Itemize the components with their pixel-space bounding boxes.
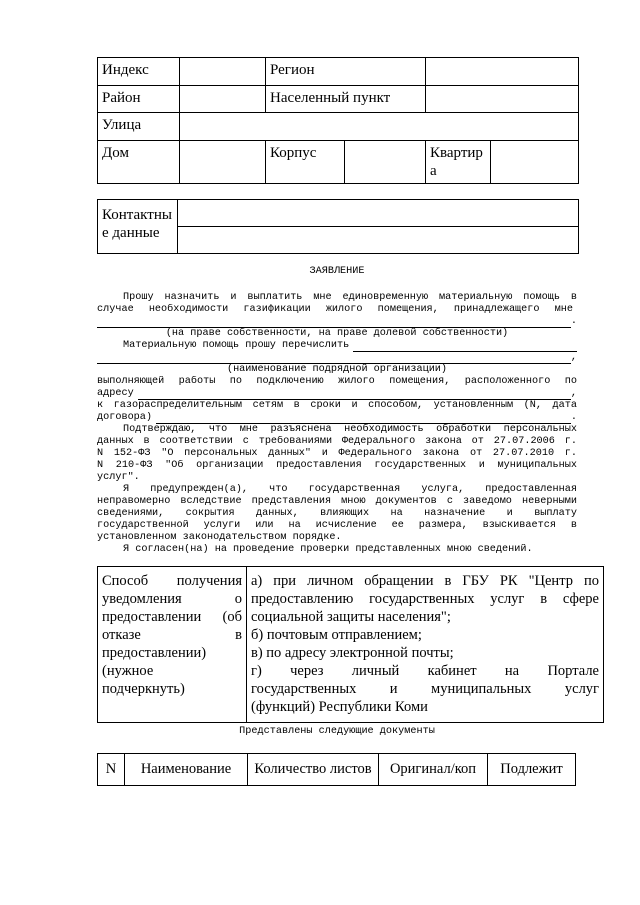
statement-line: услуг". xyxy=(97,472,140,483)
building-field[interactable] xyxy=(345,141,425,183)
region-label: Регион xyxy=(266,58,426,86)
documents-header-number: N xyxy=(98,754,125,786)
option-in-person[interactable]: а) при личном обращении в ГБУ РК "Центр по предоставлению государственных услуг в сфере социальной защиты населения"; xyxy=(251,573,599,625)
documents-table xyxy=(97,753,576,786)
index-label: Индекс xyxy=(98,58,180,86)
street-label: Улица xyxy=(98,113,180,141)
documents-header-pages: Количество листов xyxy=(248,754,379,786)
contacts-field-1[interactable] xyxy=(178,200,579,227)
statement-line: Я согласен(на) на проведение проверки представленных мною сведений. xyxy=(123,544,533,555)
district-field[interactable] xyxy=(180,86,266,113)
index-field[interactable] xyxy=(180,58,266,86)
documents-header-original: Оригинал/коп xyxy=(379,754,488,786)
documents-header-return: Подлежит xyxy=(488,754,576,786)
option-email[interactable]: в) по адресу электронной почты; xyxy=(251,645,454,661)
building-label: Корпус xyxy=(266,141,345,183)
statement-line: случае необходимости газификации жилого помещения, принадлежащего мне xyxy=(97,304,573,315)
street-field[interactable] xyxy=(180,113,579,141)
statement-block: ЗАЯВЛЕНИЕ Прошу назначить и выплатить мне единовременную материальную помощь в случае необходимости газификации жилого помещения, принадлежащего мне . (на праве собственности, на праве долевой собственности) Материальную помощь прошу перечислить , (наименование подрядной организации) выполняющей работы по подключению жилого помещения, расположенного по адресу , к газораспределительным сетям в сроки и способом, установленным (N, дата договора) . Подтверждаю, что мне разъяснена необходимость обработки персональных данных в соответствии с требованиями Федерального закона от 27.07.2006 г. N 152-ФЗ "О персональных данных" и Федерального закона от 27.07.2010 г. N 210-ФЗ "Об организации предоставления государственных и муниципальных услуг". Я предупрежден(а), что государственная услуга, предоставленная неправомерно вследствие представления мною документов с заведомо неверными сведениями, сокрытия данных, влияющих на назначение и выплату государственной услуги или на исчисление ее размера, взыскивается в установленном законодательством порядке. Я согласен(на) на проведение проверки представленных мною сведений. xyxy=(97,266,577,555)
apartment-field[interactable] xyxy=(491,141,579,184)
apartment-label: Квартир а xyxy=(426,141,491,184)
statement-line: адресу xyxy=(97,388,134,399)
statement-line: сведениями, сокрытия данных, влияющих на назначение и выплату xyxy=(97,508,577,519)
ownership-input-line[interactable] xyxy=(97,318,571,328)
statement-line: договора) xyxy=(97,412,153,423)
statement-line: к газораспределительным сетям в сроки и способом, установленным (N, дата xyxy=(97,400,577,411)
method-label: Способ получения уведомления о предоставлении (об отказе в предоставлении) (нужное подчеркнуть) xyxy=(98,567,247,723)
statement-line: Подтверждаю, что мне разъяснена необходимость обработки персональных xyxy=(123,424,577,435)
locality-label: Населенный пункт xyxy=(266,86,426,113)
locality-field[interactable] xyxy=(426,86,579,113)
region-field[interactable] xyxy=(426,58,579,86)
option-portal[interactable]: г) через личный кабинет на Портале государственных и муниципальных услуг (функций) Республики Коми xyxy=(251,663,599,715)
address-input-line[interactable] xyxy=(138,390,571,400)
statement-line: N 210-ФЗ "Об организации предоставления государственных и муниципальных xyxy=(97,460,577,471)
statement-line: N 152-ФЗ "О персональных данных" и Федерального закона от 27.07.2010 г. xyxy=(97,448,577,459)
house-field[interactable] xyxy=(180,141,266,184)
statement-title: ЗАЯВЛЕНИЕ xyxy=(309,266,365,277)
statement-line: Я предупрежден(а), что государственная услуга, предоставленная xyxy=(123,484,577,495)
method-options xyxy=(247,567,604,723)
statement-line: установленном законодательством порядке. xyxy=(97,532,342,543)
option-post[interactable]: б) почтовым отправлением; xyxy=(251,627,422,643)
contacts-table xyxy=(97,199,579,254)
statement-hint: (наименование подрядной организации) xyxy=(226,364,448,375)
transfer-input-line[interactable] xyxy=(353,342,577,352)
statement-line: государственной услуги или на исчисление ее размера, взыскивается в xyxy=(97,520,577,531)
contacts-field-2[interactable] xyxy=(178,227,579,254)
statement-line: выполняющей работы по подключению жилого помещения, расположенного по xyxy=(97,376,577,387)
contract-input-line[interactable] xyxy=(156,414,571,424)
documents-caption: Представлены следующие документы xyxy=(239,726,435,737)
statement-line: Материальную помощь прошу перечислить xyxy=(123,340,350,351)
documents-header-name: Наименование xyxy=(125,754,248,786)
statement-line: данных в соответствии с требованиями Федерального закона от 27.07.2006 г. xyxy=(97,436,577,447)
district-label: Район xyxy=(98,86,180,113)
organization-input-line[interactable] xyxy=(97,354,571,364)
notification-method-table xyxy=(97,566,604,723)
address-table xyxy=(97,57,579,184)
statement-line: Прошу назначить и выплатить мне единовременную материальную помощь в xyxy=(123,292,577,303)
contacts-label: Контактны е данные xyxy=(98,200,178,254)
statement-line: неправомерно вследствие представления мною документов с заведомо неверными xyxy=(97,496,577,507)
house-label: Дом xyxy=(98,141,180,184)
statement-hint: (на праве собственности, на праве долевой собственности) xyxy=(165,328,509,339)
